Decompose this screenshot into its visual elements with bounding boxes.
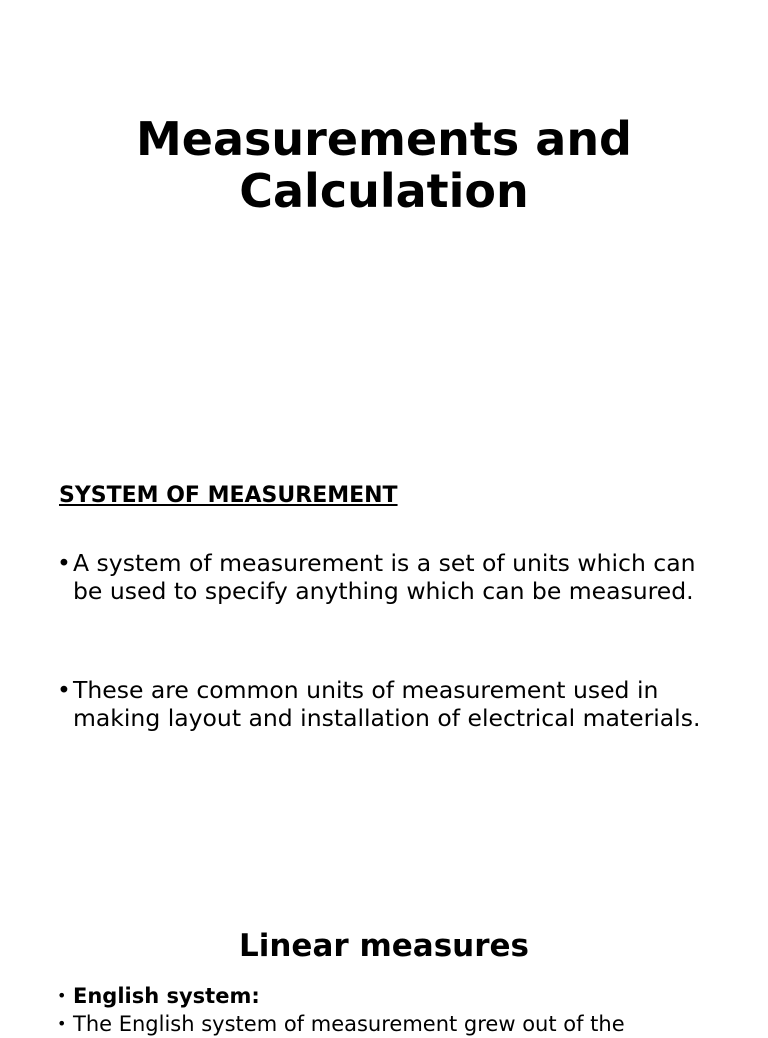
bullet-list [57,550,717,605]
section-heading-linear-measures: Linear measures [238,928,529,964]
list-item [57,677,717,732]
bullet-icon: • [57,986,67,1005]
bullet-icon: • [57,1014,67,1033]
bullet-text: The English system of measurement grew out of the [73,1012,625,1036]
list-item [57,550,717,605]
bullet-text: A system of measurement is a set of units which can be used to specify anything which can be measured. [73,549,696,605]
bullet-text: These are common units of measurement used in making layout and installation of electrical materials. [73,676,701,732]
bullet-list [57,677,717,732]
list-item [57,982,717,1010]
page-title [0,113,768,217]
bullet-text: English system: [73,984,260,1008]
bullet-icon: • [57,676,71,704]
bullet-icon: • [57,549,71,577]
title-line-2: Calculation [239,164,529,218]
list-item [57,1010,717,1038]
bullet-list [57,982,717,1038]
section-heading-system-of-measurement: SYSTEM OF MEASUREMENT [59,483,398,508]
title-line-1: Measurements and [135,112,632,166]
